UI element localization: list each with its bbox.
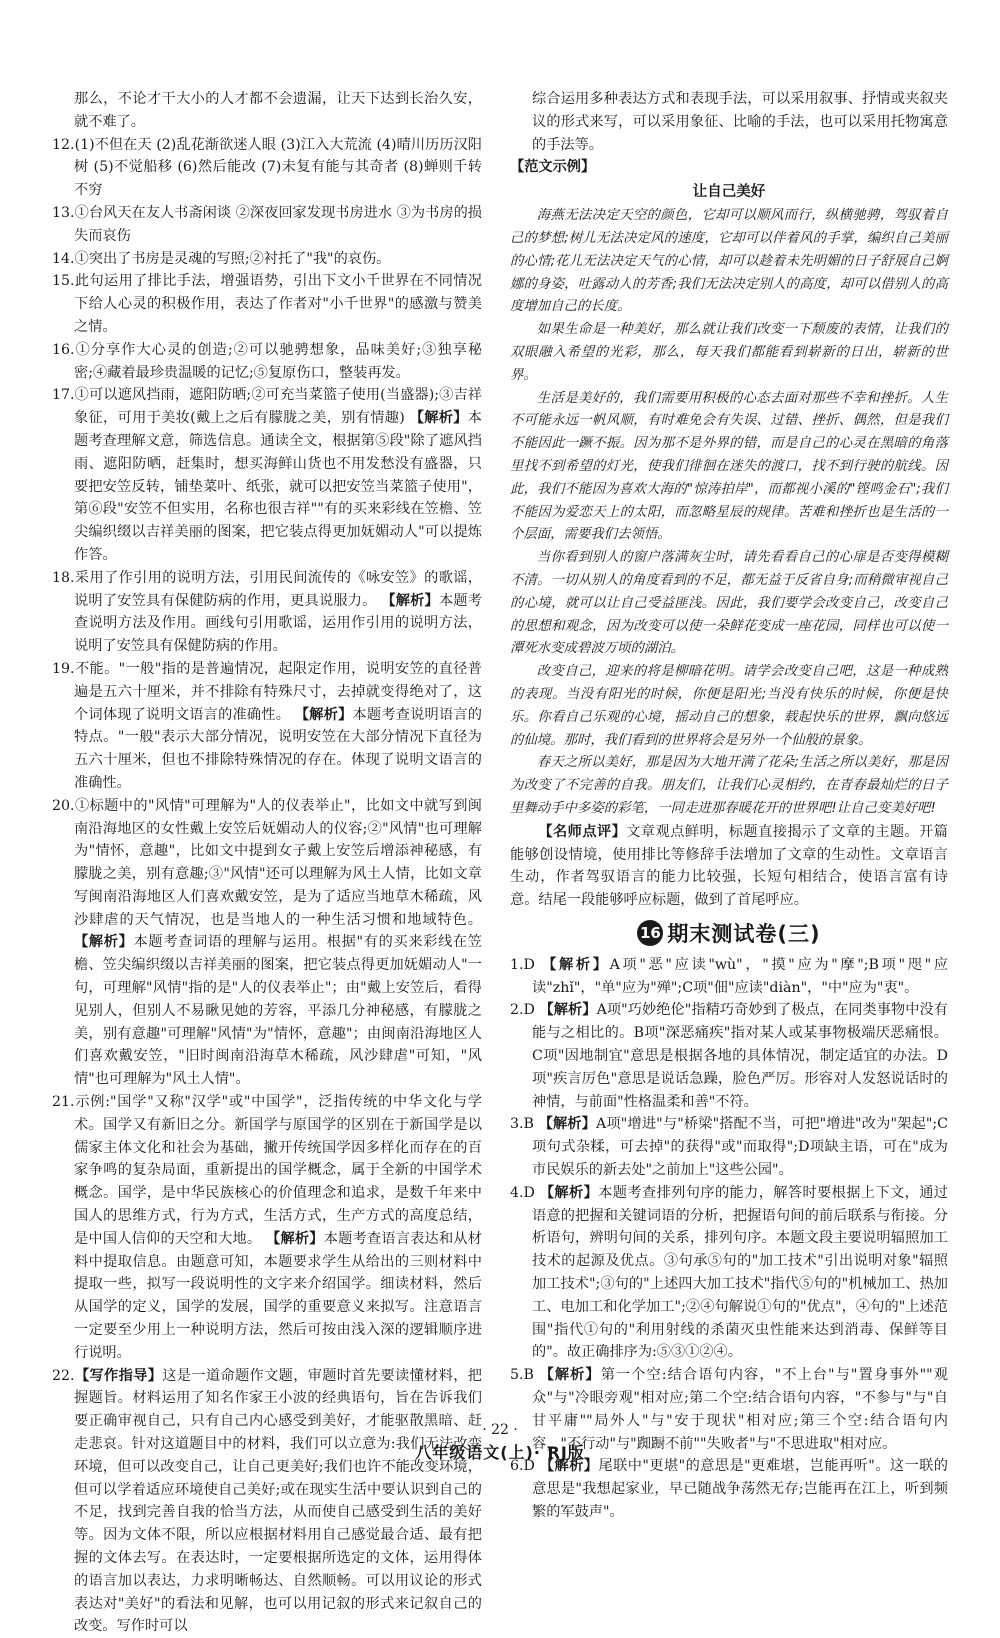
answer-item: 18.采用了作引用的说明方法，引用民间流传的《咏安笠》的歌谣，说明了安笠具有保健防病的作用，更具说服力。 【解析】本题考查说明方法及作用。画线句引用歌谣，运用作引用的说明方法，说明了安笠具有保健防病的作用。 [52,569,482,655]
answer-item: 6.D 【解析】尾联中"更堪"的意思是"更难堪，岂能再听"。这一联的意思是"我想起家业，早已随战争荡然无存;岂能再在江上，听到频繁的军鼓声"。 [510,1458,948,1521]
essay-paragraph: 当你看到别人的窗户落满灰尘时，请先看看自己的心扉是否变得模糊不清。一切从别人的角度看到的不足，都无益于反省自身;而稍微审视自己的心境，就可以让自己受益匪浅。因此，我们要学会改变自己，改变自己的思想和观念，因为改变可以使一朵鲜花变成一座花园，同样也可以使一潭死水变成碧波万顷的湖泊。 [510,550,948,657]
essay-paragraph: 生活是美好的，我们需要用积极的心态去面对那些不幸和挫折。人生不可能永远一帆风顺，有时难免会有失误、过错、挫折、偶然，但是我们不能因此一蹶不振。因为那不是外界的错，而是自己的心灵在黑暗的角落里找不到希望的灯光，使我们徘徊在迷失的渡口，找不到行驶的航线。因此，我们不能因为喜欢大海的"惊涛拍岸"，而都视小溪的"铿鸣金石";我们不能因为爱恋天上的太阳，而忽略星辰的规律。苦难和挫折也是生活的一个层面，需要我们去领悟。 [510,390,948,543]
essay-paragraph: 海燕无法决定天空的颜色，它却可以顺风而行，纵横驰骋，驾驭着自己的梦想;树儿无法决定风的速度，它却可以伴着风的手掌，编织自己美丽的心情;花儿无法决定天气的心情，却可以趁着未先明媚的日子舒展自己婀娜的身姿，吐露动人的芳香;我们无法决定别人的高度，却可以借别人的高度增加自己的长度。 [510,208,948,315]
answer-item: 1.D 【解析】A项"恶"应读"wù"，"摸"应为"摩";B项"咫"应读"zhǐ"，"单"应为"殚";C项"佃"应读"diàn"，"中"应为"衷"。 [510,956,948,996]
test-number-badge: 16 [637,920,663,946]
answer-item: 2.D 【解析】A项"巧妙绝伦"指精巧奇妙到了极点，在同类事物中没有能与之相比的。B项"深恶痛疾"指对某人或某事物极端厌恶痛恨。C项"因地制宜"意思是根据各地的具体情况，制定适宜的办法。D项"疾言厉色"意思是说话急躁，脸色严厉。形容对人发怒说话时的神情，与前面"性格温柔和善"不符。 [510,1002,948,1110]
page-number: · 22 · [482,1422,518,1438]
book-title: 八年级语文(上)· RJ版 [415,1443,585,1462]
right-column [510,88,948,1524]
answer-item: 17.①可以遮风挡雨，遮阳防晒;②可充当菜篮子使用(当盛器);③吉祥象征，可用于美妆(戴上之后有朦胧之美，别有情趣) 【解析】本题考查理解文意，筛选信息。通读全文，根据第⑤段"除了遮风挡雨、遮阳防晒，赶集时，想买海鲜山货也不用发愁没有盛器，只要把安笠反转，铺垫菜叶、纸张，就可以把安笠当菜篮子使用"，第⑥段"安笠不但实用，名称也很吉祥""有的买来彩线在笠檐、笠尖编织缀以吉祥美丽的图案，把它装点得更加妩媚动人"可以提炼作答。 [52,387,482,563]
test-title: 期末测试卷(三) [667,921,821,946]
answer-item: 21.示例:"国学"又称"汉学"或"中国学"，泛指传统的中华文化与学术。国学又有新旧之分。新国学与原国学的区别在于新国学是以儒家主体文化和社会为基础，撇开传统国学因多样化而存在的百家争鸣的复杂局面，重新提出的国学概念，属于全新的中国学术概念。国学，是中华民族核心的价值理念和追求，是数千年来中国人的思维方式，行为方式，生活方式，生产方式的高度总结，是中国人信仰的天空和大地。 【解析】本题考查语言表达和从材料中提取信息。由题意可知，本题要求学生从给出的三则材料中提取一些，拟写一段说明性的文字来介绍国学。细读材料，然后从国学的定义，国学的发展，国学的重要意义来拟写。注意语言一定要至少用上一种说明方法，然后可按由浅入深的逻辑顺序进行说明。 [52,1094,482,1361]
answer-item: 那么，不论才干大小的人才都不会遗漏，让天下达到长治久安，就不难了。 [74,91,482,130]
answer-item: 20.①标题中的"风情"可理解为"人的仪表举止"，比如文中就写到闽南沿海地区的女性戴上安笠后妩媚动人的仪容;②"风情"也可理解为"情怀，意趣"，比如文中提到女子戴上安笠后增添神秘感，有朦胧之美，别有意趣;③"风情"还可以理解为风土人情，比如文章写闽南沿海地区人们喜欢戴安笠，是为了适应当地草木稀疏，风沙肆虐的天气情况，也是当地人的一种生活习惯和地域特色。 【解析】本题考查词语的理解与运用。根据"有的买来彩线在笠檐、笠尖编织缀以吉祥美丽的图案，把它装点得更加妩媚动人"一句，可理解"风情"指的是"人的仪表举止"；由"戴上安笠后，看得见别人，但别人不易瞅见她的芳容，平添几分神秘感，有朦胧之美，别有意趣"可理解"风情"为"情怀，意趣"；由闽南沿海地区人们喜欢戴安笠，"旧时闽南沿海草木稀疏，风沙肆虐"可知，"风情"也可理解为"风土人情"。 [52,797,482,1088]
answer-item: 12.(1)不但在天 (2)乱花渐欲迷人眼 (3)江入大荒流 (4)晴川历历汉阳树 (5)不觉船移 (6)然后能改 (7)未复有能与其奇者 (8)蝉则千转不穷 [52,136,482,199]
essay-paragraph: 如果生命是一种美好，那么就让我们改变一下颓废的表情，让我们的双眼融入希望的光彩，那么，每天我们都能看到崭新的日出，崭新的世界。 [510,322,948,383]
essay-title: 让自己美好 [692,183,766,201]
answer-item: 5.B 【解析】第一个空:结合语句内容，"不上台"与"置身事外""观众"与"冷眼旁观"相对应;第二个空:结合语句内容，"不参与"与"自甘平庸""局外人"与"安于现状"相对应;第三个空:结合语句内容，"不行动"与"踟蹰不前""失败者"与"不思进取"相对应。 [510,1367,948,1452]
essay-paragraph: 春天之所以美好，那是因为大地开满了花朵;生活之所以美好，那是因为改变了不完善的自我。朋友们，让我们心灵相约，在青春最灿烂的日子里舞动手中多姿的彩笔，一同走进那春暖花开的世界吧!让自己变美好吧! [510,755,948,816]
essay-paragraph: 改变自己，迎来的将是柳暗花明。请学会改变自己吧，这是一种成熟的表现。当没有阳光的时候，你便是阳光;当没有快乐的时候，你便是快乐。你看自己乐观的心境，摇动自己的想象，载起快乐的世界，飘向悠远的仙境。那时，我们看到的世界将会是另外一个仙般的景象。 [510,664,948,748]
answer-item: 16.①分享作大心灵的创造;②可以驰骋想象，品味美好;③独享秘密;④藏着最珍贵温暖的记忆;⑤复原伤口，整装再发。 [52,341,482,381]
answer-item: 4.D 【解析】本题考查排列句序的能力，解答时要根据上下文，通过语意的把握和关键词语的分析，把握语句间的前后联系与衔接。分析语句，辨明句间的关系，排列句序。本题文段主要说明辐照加工技术的起源及优点。③句承⑤句的"加工技术"引出说明对象"辐照加工技术";③句的"上述四大加工技术"指代⑤句的"机械加工、热加工、电加工和化学加工";②④句解说①句的"优点"，④句的"上述范围"指代①句的"利用射线的杀菌灭虫性能来达到消毒、保鲜等目的"。故正确排序为:⑤③①②④。 [510,1184,948,1361]
answer-item: 13.①台风天在友人书斋闲谈 ②深夜回家发现书房进水 ③为书房的损失而哀伤 [52,204,482,244]
answer-item: 22.【写作指导】这是一道命题作文题，审题时首先要读懂材料，把握题旨。材料运用了知名作家王小波的经典语句，旨在告诉我们要正确审视自己，只有自己内心感受到美好，才能驱散黑暗、赶走悲哀。针对这道题目中的材料，我们可以立意为:我们无法改变环境，但可以改变自己，让自己更美好;我们也许不能改变环境，但可以学着适应环境使自己美好;或在现实生活中要认识到自己的不足，找到完善自我的恰当方法，从而使自己感受到生活的美好等。因为文体不限，所以应根据材料用自己感觉最合适、最有把握的文体去写。在表达时，一定要根据所选定的文体，运用得体的语言加以表达，力求明晰畅达、自然顺畅。可以用议论的形式表达对"美好"的看法和见解，也可以用记叙的形式来记叙自己的改变。写作时可以 [52,1367,482,1635]
test-heading [510,918,948,948]
answer-item: 19.不能。"一般"指的是普遍情况，起限定作用，说明安笠的直径普遍是五六十厘米，并不排除有特殊尺寸，去掉就变得绝对了，这个词体现了说明文语言的准确性。 【解析】本题考查说明语言的特点。"一般"表示大部分情况，说明安笠在大部分情况下直径为五六十厘米，但也不排除特殊情况的存在。体现了说明文语言的准确性。 [52,660,482,791]
answer-item: 14.①突出了书房是灵魂的写照;②衬托了"我"的哀伤。 [52,250,391,267]
sample-essay-label: 【范文示例】 [510,159,596,176]
answer-item: 3.B 【解析】A项"增进"与"桥梁"搭配不当，可把"增进"改为"架起";C项句式杂糅，可去掉"的获得"或"而取得";D项缺主语，可在"成为市民娱乐的新去处"之前加上"这些公园"。 [510,1116,948,1179]
writing-guidance-continued: 综合运用多种表达方式和表现手法，可以采用叙事、抒情或夹叙夹议的形式来写，可以采用象征、比喻的手法，也可以采用托物寓意的手法等。 [532,91,948,153]
left-column [52,88,482,1638]
answer-item: 15.此句运用了排比手法，增强语势，引出下文小千世界在不同情况下给人心灵的积极作用，表达了作者对"小千世界"的感激与赞美之情。 [52,273,482,335]
teacher-comment: 【名师点评】文章观点鲜明，标题直接揭示了文章的主题。开篇能够创设情境，使用排比等修辞手法增加了文章的生动性。文章语言生动，作者驾驭语言的能力比较强，长短句相结合，使语言富有诗意。结尾一段能够呼应标题，做到了首尾呼应。 [510,823,948,909]
